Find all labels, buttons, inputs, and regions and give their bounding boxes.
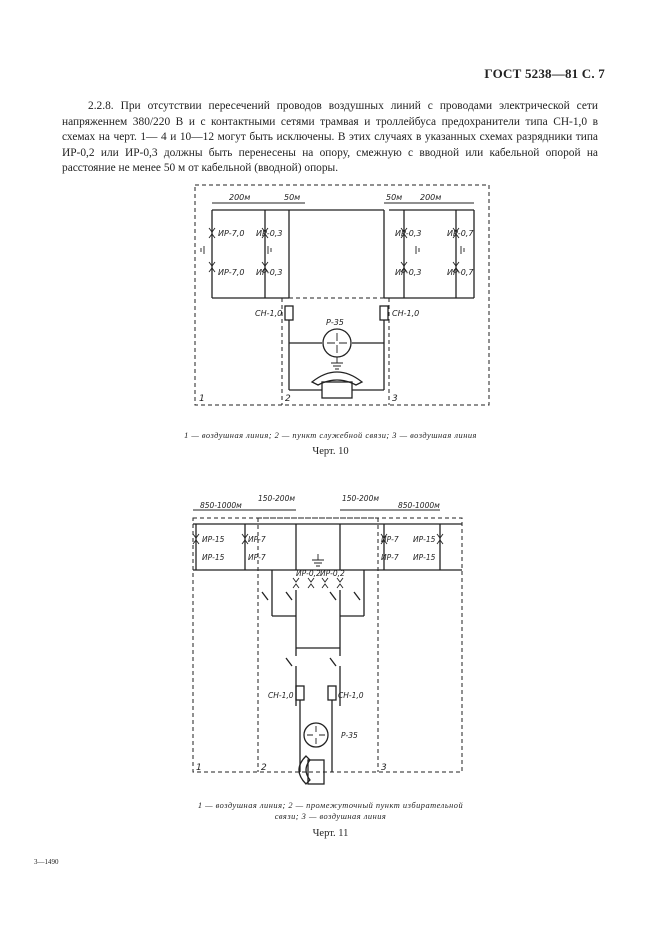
zone-label-2-11: 2 [261, 763, 267, 773]
label-ir15-d: ИР-15 [413, 553, 436, 562]
label-ir03-c: ИР-0,3 [395, 229, 422, 238]
label-ir70-b: ИР-7,0 [218, 268, 245, 277]
label-fuse-left-11: СН-1,0 [268, 691, 294, 700]
dim-150-right: 150-200м [342, 494, 379, 503]
figure-11-caption-line1: 1 — воздушная линия; 2 — промежуточный пункт избирательной [197, 801, 464, 810]
label-ir7-c: ИР-7 [381, 535, 399, 544]
label-ir02-a: ИР-0,2 [296, 569, 321, 578]
dim-200-right: 200м [420, 193, 442, 202]
label-ir03-d: ИР-0,3 [395, 268, 422, 277]
label-arrester-11: Р-35 [341, 731, 358, 740]
figure-10-caption: 1 — воздушная линия; 2 — пункт служебной связи; 3 — воздушная линия [184, 431, 477, 440]
dim-50-left: 50м [284, 193, 301, 202]
label-ir7-b: ИР-7 [248, 553, 266, 562]
zone-label-3-11: 3 [381, 763, 387, 773]
figure-10-diagram [0, 0, 661, 420]
label-ir03-b: ИР-0,3 [256, 268, 283, 277]
label-ir02-b: ИР-0,2 [320, 569, 345, 578]
label-ir07-c: ИР-0,7 [447, 229, 474, 238]
dim-850-right: 850-1000м [398, 501, 440, 510]
dim-50-right: 50м [386, 193, 403, 202]
label-ir07-d: ИР-0,7 [447, 268, 474, 277]
label-ir15-c: ИР-15 [413, 535, 436, 544]
label-ir15-a: ИР-15 [202, 535, 225, 544]
dim-200-left: 200м [229, 193, 251, 202]
figure-11-diagram [0, 490, 661, 790]
label-ir03-a: ИР-0,3 [256, 229, 283, 238]
figure-10-title: Черт. 10 [312, 446, 349, 457]
dim-150-left: 150-200м [258, 494, 295, 503]
figure-11-title: Черт. 11 [312, 828, 349, 839]
label-ir15-b: ИР-15 [202, 553, 225, 562]
label-ir7-d: ИР-7 [381, 553, 399, 562]
label-fuse-right: СН-1,0 [392, 309, 420, 318]
label-fuse-left: СН-1,0 [255, 309, 283, 318]
label-ir7-a: ИР-7 [248, 535, 266, 544]
zone-label-1: 1 [199, 394, 205, 404]
footer-code: 3—1490 [34, 858, 59, 866]
page-header: ГОСТ 5238—81 С. 7 [484, 66, 605, 81]
zone-label-2: 2 [285, 394, 291, 404]
zone-label-1-11: 1 [196, 763, 202, 773]
figure-11-caption-line2: связи; 3 — воздушная линия [274, 812, 387, 821]
label-ir70-a: ИР-7,0 [218, 229, 245, 238]
zone-label-3: 3 [392, 394, 398, 404]
label-fuse-right-11: СН-1,0 [338, 691, 364, 700]
paragraph-2-2-8: 2.2.8. При отсутствии пересечений проводов воздушных линий с проводами электрической сети напряженнем 380/220 В и с контактными сетями трамвая и троллейбуса предохранители типа СН-1,0 в схемах на черт. 1— 4 и 10—12 могут быть исключены. В этих случаях в указанных схемах разрядники типа ИР-0,2 или ИР-0,3 должны быть перенесены на опору, смежную с вводной или кабельной опорой на расстояние не менее 50 м от кабельной (вводной) опоры. [62, 100, 598, 175]
dim-850-left: 850-1000м [200, 501, 242, 510]
label-arrester: Р-35 [326, 318, 344, 327]
